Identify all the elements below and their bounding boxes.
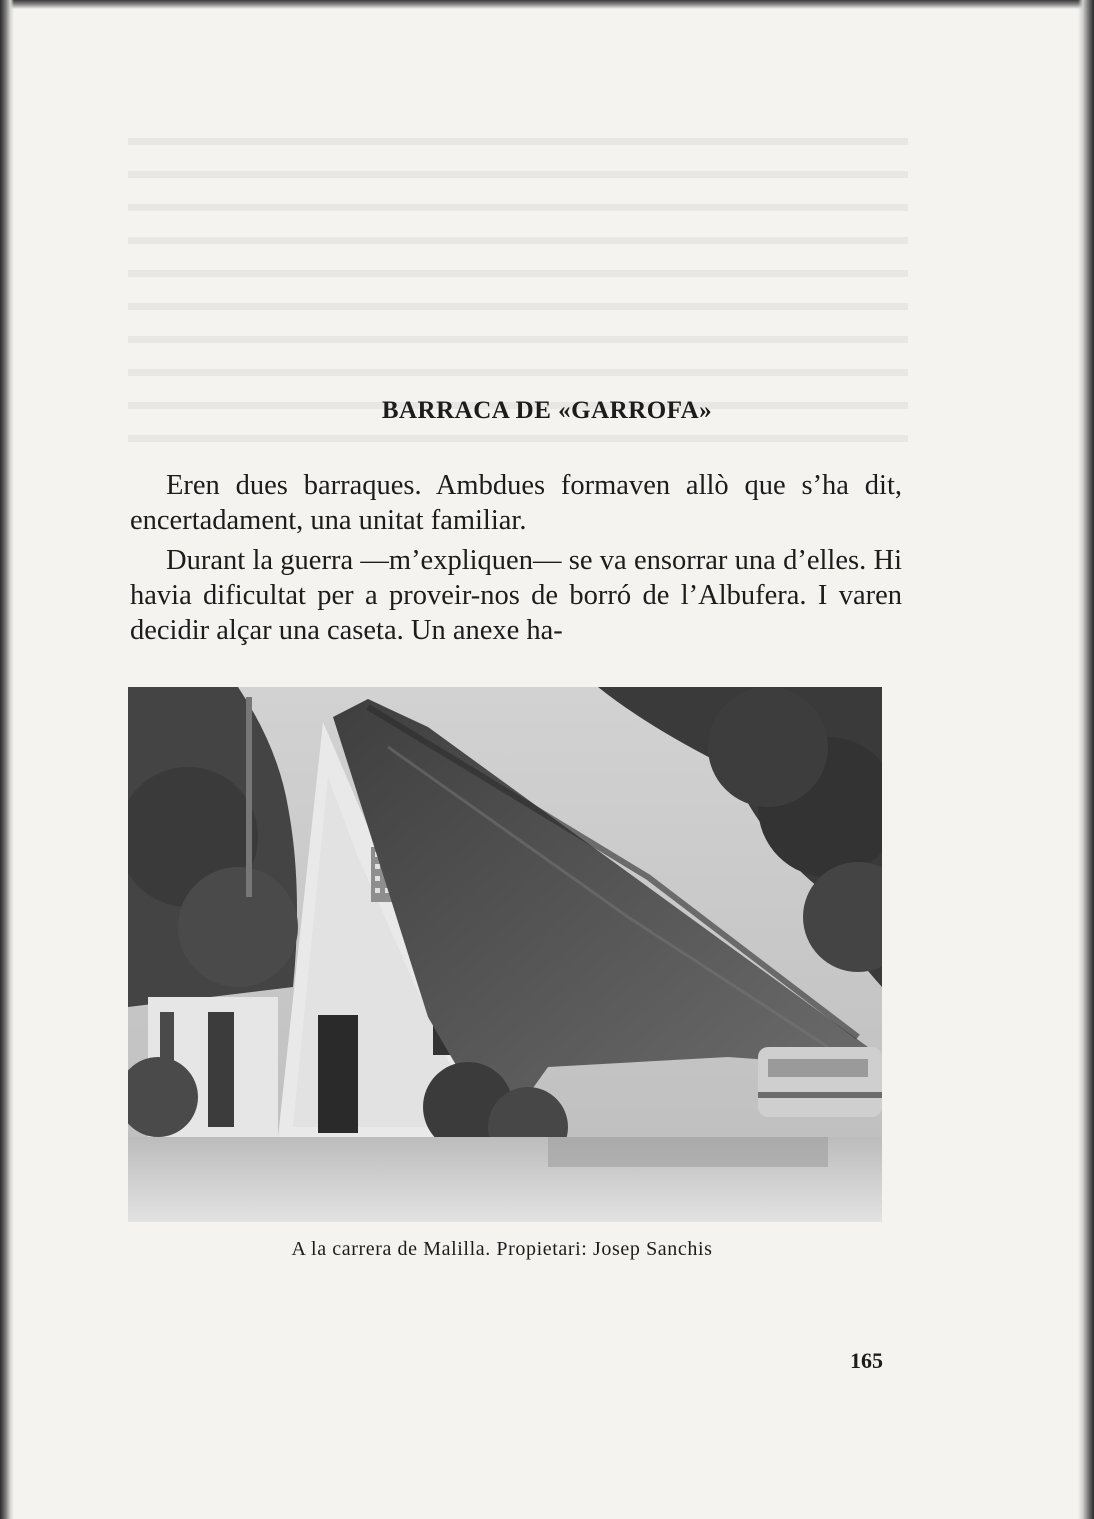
paragraph-2: Durant la guerra —m’expliquen— se va ensorrar una d’elles. Hi havia dificultat per a proveir-nos de borró de l’Albufera. I varen decidir alçar una caseta. Un anexe ha- [130, 545, 902, 646]
body-text [130, 468, 902, 653]
scan-left-edge [0, 0, 14, 1519]
photo-caption: A la carrera de Malilla. Propietari: Josep Sanchis [291, 1238, 713, 1260]
page-number: 165 [850, 1348, 883, 1373]
scan-top-shadow [0, 0, 1094, 9]
scan-right-edge [1078, 0, 1094, 1519]
paragraph-1: Eren dues barraques. Ambdues formaven allò que s’ha dit, encertadament, una unitat familiar. [130, 470, 902, 536]
chapter-title: BARRACA DE «GARROFA» [381, 397, 713, 424]
show-through-text [128, 112, 908, 442]
barraca-photo [128, 687, 882, 1222]
